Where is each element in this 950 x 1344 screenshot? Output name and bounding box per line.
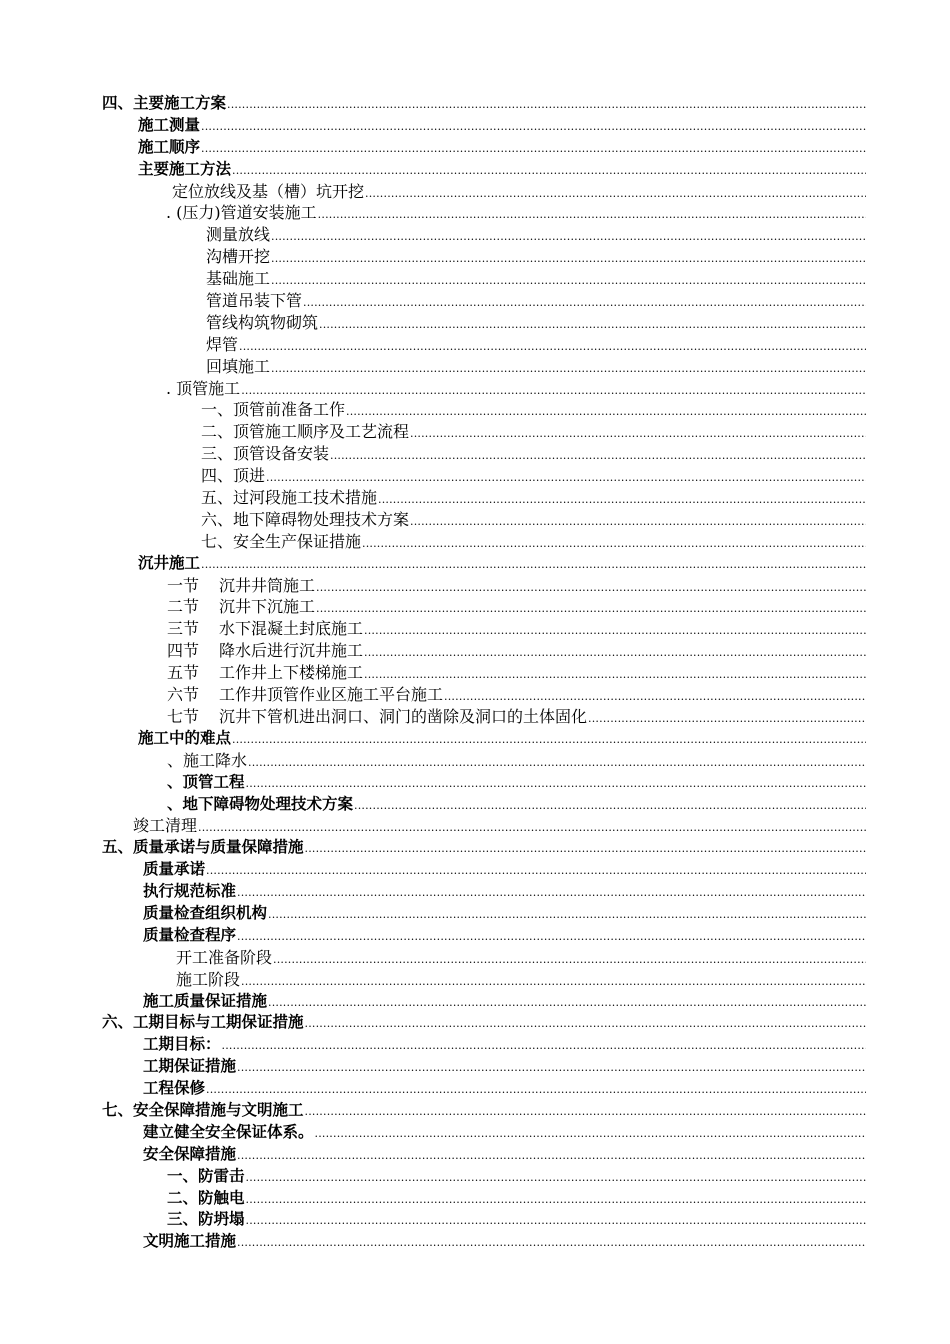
dot-leader	[198, 817, 866, 839]
toc-entry[interactable]	[0, 947, 950, 969]
dot-leader	[206, 1079, 866, 1101]
toc-entry[interactable]	[0, 159, 950, 181]
toc-entry[interactable]	[0, 596, 950, 618]
toc-entry-label: 、地下障碍物处理技术方案	[167, 794, 354, 813]
dot-leader	[248, 752, 866, 774]
dot-leader	[365, 183, 866, 205]
toc-entry-title	[143, 1231, 236, 1253]
toc-entry-title	[176, 947, 272, 969]
toc-entry[interactable]	[0, 487, 950, 509]
toc-entry[interactable]	[0, 1231, 950, 1253]
toc-entry-title	[206, 312, 318, 334]
dot-leader	[237, 1057, 866, 1079]
toc-entry[interactable]	[0, 421, 950, 443]
toc-entry[interactable]	[0, 115, 950, 137]
toc-entry-title	[201, 487, 377, 509]
dot-leader	[201, 116, 866, 138]
toc-entry-title	[167, 1166, 245, 1188]
toc-entry[interactable]	[0, 684, 950, 706]
toc-entry[interactable]	[0, 706, 950, 728]
dot-leader	[222, 1035, 866, 1057]
toc-entry-title	[138, 553, 200, 575]
toc-entry-title	[206, 268, 270, 290]
toc-entry-label: 管道吊装下管	[206, 291, 303, 311]
dot-leader	[271, 226, 866, 248]
toc-entry-title	[167, 1188, 245, 1210]
dot-leader	[227, 94, 866, 116]
toc-entry[interactable]	[0, 312, 950, 334]
dot-leader	[305, 1101, 866, 1123]
toc-entry[interactable]	[0, 1078, 950, 1100]
toc-entry[interactable]	[0, 1122, 950, 1144]
toc-entry-label: 工期保证措施	[143, 1057, 237, 1076]
toc-entry[interactable]	[0, 662, 950, 684]
toc-entry-label: 安全保障措施	[143, 1144, 237, 1163]
toc-entry-label: 质量检查组织机构	[143, 903, 268, 922]
toc-entry-subtitle: 工作井上下楼梯施工	[219, 663, 364, 683]
toc-entry-label: 测量放线	[206, 225, 271, 245]
toc-entry-label: . (压力)管道安装施工	[166, 203, 317, 223]
toc-entry-label: 管线构筑物砌筑	[206, 312, 319, 332]
toc-entry-label: 六、工期目标与工期保证措施	[102, 1013, 304, 1032]
toc-entry-label: . 顶管施工	[166, 378, 241, 398]
toc-entry-label: 、施工降水	[167, 750, 248, 770]
toc-entry-label: 四、顶进	[201, 466, 266, 486]
dot-leader	[237, 1145, 866, 1167]
toc-entry-label: 、顶管工程	[167, 772, 245, 791]
toc-entry-title	[143, 1056, 236, 1078]
toc-entry-label: 一节	[167, 575, 200, 595]
dot-leader	[346, 401, 866, 423]
table-of-contents	[0, 93, 950, 1253]
toc-entry-title	[206, 246, 270, 268]
dot-leader	[237, 926, 866, 948]
toc-entry-label: 建立健全安全保证体系。	[143, 1122, 314, 1141]
dot-leader	[232, 160, 866, 182]
toc-entry-label: 五、过河段施工技术措施	[201, 488, 378, 508]
toc-entry-title	[143, 991, 267, 1013]
toc-entry-title	[167, 794, 353, 816]
toc-entry[interactable]	[0, 531, 950, 553]
dot-leader	[354, 795, 866, 817]
toc-entry-title	[138, 728, 231, 750]
toc-entry-title	[102, 1100, 304, 1122]
dot-leader	[588, 708, 866, 730]
toc-entry-subtitle: 沉井下管机进出洞口、洞门的凿除及洞口的土体固化	[219, 706, 588, 726]
dot-leader	[241, 380, 866, 402]
toc-entry-title	[201, 443, 329, 465]
toc-entry[interactable]	[0, 837, 950, 859]
dot-leader	[237, 1232, 866, 1254]
toc-entry-title	[143, 1144, 236, 1166]
toc-entry[interactable]	[0, 356, 950, 378]
dot-leader	[330, 445, 866, 467]
toc-entry-label: 文明施工措施	[143, 1232, 237, 1251]
dot-leader	[201, 138, 866, 160]
toc-entry-title	[102, 93, 226, 115]
toc-entry-label: 质量承诺	[143, 860, 206, 879]
toc-entry-label: 基础施工	[206, 269, 271, 289]
dot-leader	[246, 1189, 866, 1211]
dot-leader	[271, 248, 866, 270]
dot-leader	[246, 1167, 866, 1189]
toc-entry[interactable]	[0, 1188, 950, 1210]
toc-entry-label: 焊管	[206, 334, 239, 354]
toc-entry[interactable]	[0, 378, 950, 400]
toc-entry[interactable]	[0, 465, 950, 487]
toc-entry-title	[143, 1078, 205, 1100]
dot-leader	[444, 686, 866, 708]
toc-entry-label: 质量检查程序	[143, 925, 237, 944]
toc-entry-label: 七、安全生产保证措施	[201, 531, 362, 551]
toc-entry-subtitle: 降水后进行沉井施工	[219, 641, 364, 661]
toc-entry-label: 沉井施工	[138, 553, 201, 572]
toc-entry-title	[167, 1209, 245, 1231]
toc-entry[interactable]	[0, 246, 950, 268]
toc-entry-title	[201, 531, 361, 553]
toc-entry[interactable]	[0, 224, 950, 246]
toc-entry-subtitle: 沉井井筒施工	[219, 575, 316, 595]
toc-entry-label: 一、防雷击	[167, 1166, 245, 1185]
toc-entry-title	[206, 334, 238, 356]
toc-entry[interactable]	[0, 903, 950, 925]
toc-entry-label: 施工顺序	[138, 137, 201, 156]
dot-leader	[268, 904, 866, 926]
toc-entry-title	[138, 115, 200, 137]
toc-entry-title	[143, 1122, 314, 1144]
dot-leader	[378, 489, 866, 511]
toc-entry[interactable]	[0, 334, 950, 356]
toc-entry-label: 竣工清理	[133, 816, 198, 836]
toc-entry-label: 五节	[167, 663, 200, 683]
dot-leader	[271, 270, 866, 292]
toc-entry-label: 四、主要施工方案	[102, 94, 227, 112]
toc-entry-title	[201, 399, 345, 421]
dot-leader	[303, 292, 866, 314]
toc-entry-title	[176, 969, 240, 991]
dot-leader	[364, 642, 866, 664]
toc-entry[interactable]	[0, 772, 950, 794]
toc-entry-label: 工期目标：	[143, 1035, 221, 1054]
dot-leader	[362, 533, 866, 555]
toc-entry-title	[138, 159, 231, 181]
toc-entry[interactable]	[0, 881, 950, 903]
toc-entry-label: 六、地下障碍物处理技术方案	[201, 509, 410, 529]
toc-entry-subtitle: 工作井顶管作业区施工平台施工	[219, 685, 444, 705]
toc-entry-label: 施工测量	[138, 115, 201, 134]
toc-entry[interactable]	[0, 728, 950, 750]
toc-entry-title	[102, 837, 304, 859]
dot-leader	[319, 314, 866, 336]
dot-leader	[410, 511, 866, 533]
toc-entry-label: 三、顶管设备安装	[201, 444, 330, 464]
toc-entry-title	[201, 509, 409, 531]
toc-entry-title	[167, 575, 315, 597]
toc-entry-label: 三、防坍塌	[167, 1210, 245, 1229]
toc-entry-label: 施工阶段	[176, 969, 241, 989]
toc-entry-title	[143, 881, 236, 903]
toc-entry-title	[143, 903, 267, 925]
dot-leader	[206, 860, 866, 882]
toc-entry-title	[201, 421, 409, 443]
toc-entry[interactable]	[0, 815, 950, 837]
dot-leader	[315, 1123, 866, 1145]
toc-entry-title	[206, 290, 302, 312]
dot-leader	[239, 336, 866, 358]
toc-entry-title	[167, 640, 363, 662]
toc-entry-label: 一、顶管前准备工作	[201, 400, 346, 420]
toc-entry-subtitle: 沉井下沉施工	[219, 597, 316, 617]
dot-leader	[364, 664, 866, 686]
toc-entry-label: 执行规范标准	[143, 882, 237, 901]
toc-entry[interactable]	[0, 1209, 950, 1231]
toc-entry-label: 主要施工方法	[138, 159, 232, 178]
toc-entry-title	[167, 706, 587, 728]
toc-entry[interactable]	[0, 1056, 950, 1078]
toc-entry[interactable]	[0, 553, 950, 575]
toc-entry-title	[172, 181, 364, 203]
toc-entry-label: 二、顶管施工顺序及工艺流程	[201, 422, 410, 442]
toc-entry-label: 七节	[167, 706, 200, 726]
toc-entry-label: 定位放线及基（槽）坑开挖	[172, 181, 365, 201]
dot-leader	[305, 1013, 866, 1035]
toc-entry-label: 七、安全保障措施与文明施工	[102, 1100, 304, 1119]
toc-entry-label: 六节	[167, 685, 200, 705]
toc-entry[interactable]	[0, 575, 950, 597]
toc-entry-label: 三节	[167, 619, 200, 639]
toc-entry-title	[167, 684, 443, 706]
toc-entry-subtitle: 水下混凝土封底施工	[219, 619, 364, 639]
toc-entry-title	[206, 356, 270, 378]
toc-entry-label: 沟槽开挖	[206, 247, 271, 267]
toc-entry-title	[143, 1034, 221, 1056]
toc-entry[interactable]	[0, 399, 950, 421]
toc-entry-title	[138, 137, 200, 159]
dot-leader	[201, 554, 866, 576]
toc-entry[interactable]	[0, 969, 950, 991]
toc-entry-title	[166, 202, 317, 224]
dot-leader	[364, 620, 866, 642]
dot-leader	[316, 577, 866, 599]
toc-entry-title	[167, 662, 363, 684]
toc-entry[interactable]	[0, 181, 950, 203]
dot-leader	[273, 949, 866, 971]
toc-entry-label: 二节	[167, 597, 200, 617]
toc-entry[interactable]	[0, 991, 950, 1013]
toc-entry[interactable]	[0, 794, 950, 816]
toc-entry[interactable]	[0, 640, 950, 662]
toc-entry[interactable]	[0, 750, 950, 772]
dot-leader	[266, 467, 866, 489]
toc-entry[interactable]	[0, 1100, 950, 1122]
toc-entry-title	[167, 618, 363, 640]
toc-entry[interactable]	[0, 1144, 950, 1166]
toc-entry-title	[201, 465, 265, 487]
dot-leader	[246, 1210, 866, 1232]
toc-entry-label: 五、质量承诺与质量保障措施	[102, 838, 304, 857]
toc-entry[interactable]	[0, 925, 950, 947]
toc-entry[interactable]	[0, 1166, 950, 1188]
dot-leader	[232, 729, 866, 751]
toc-entry[interactable]	[0, 1012, 950, 1034]
dot-leader	[246, 773, 866, 795]
dot-leader	[305, 838, 866, 860]
toc-entry-title	[133, 815, 197, 837]
dot-leader	[268, 992, 866, 1014]
dot-leader	[241, 971, 866, 993]
toc-entry[interactable]	[0, 93, 950, 115]
toc-entry-title	[143, 925, 236, 947]
toc-entry-title	[167, 750, 247, 772]
toc-entry[interactable]	[0, 268, 950, 290]
toc-entry[interactable]	[0, 290, 950, 312]
dot-leader	[271, 358, 866, 380]
toc-entry[interactable]	[0, 618, 950, 640]
dot-leader	[410, 423, 866, 445]
dot-leader	[318, 204, 866, 226]
toc-entry[interactable]	[0, 859, 950, 881]
toc-entry[interactable]	[0, 137, 950, 159]
toc-entry-label: 四节	[167, 641, 200, 661]
toc-entry-label: 二、防触电	[167, 1188, 245, 1207]
toc-entry-title	[102, 1012, 304, 1034]
toc-entry-title	[206, 224, 270, 246]
toc-entry-title	[167, 772, 245, 794]
toc-entry-label: 开工准备阶段	[176, 947, 273, 967]
toc-entry-label: 回填施工	[206, 356, 271, 376]
toc-entry-label: 施工质量保证措施	[143, 991, 268, 1010]
dot-leader	[237, 882, 866, 904]
toc-entry-label: 工程保修	[143, 1079, 206, 1098]
toc-entry[interactable]	[0, 443, 950, 465]
toc-entry[interactable]	[0, 202, 950, 224]
toc-entry-title	[167, 596, 315, 618]
toc-entry-label: 施工中的难点	[138, 728, 232, 747]
toc-entry[interactable]	[0, 509, 950, 531]
toc-entry-title	[166, 378, 240, 400]
dot-leader	[316, 598, 866, 620]
toc-entry[interactable]	[0, 1034, 950, 1056]
toc-entry-title	[143, 859, 205, 881]
